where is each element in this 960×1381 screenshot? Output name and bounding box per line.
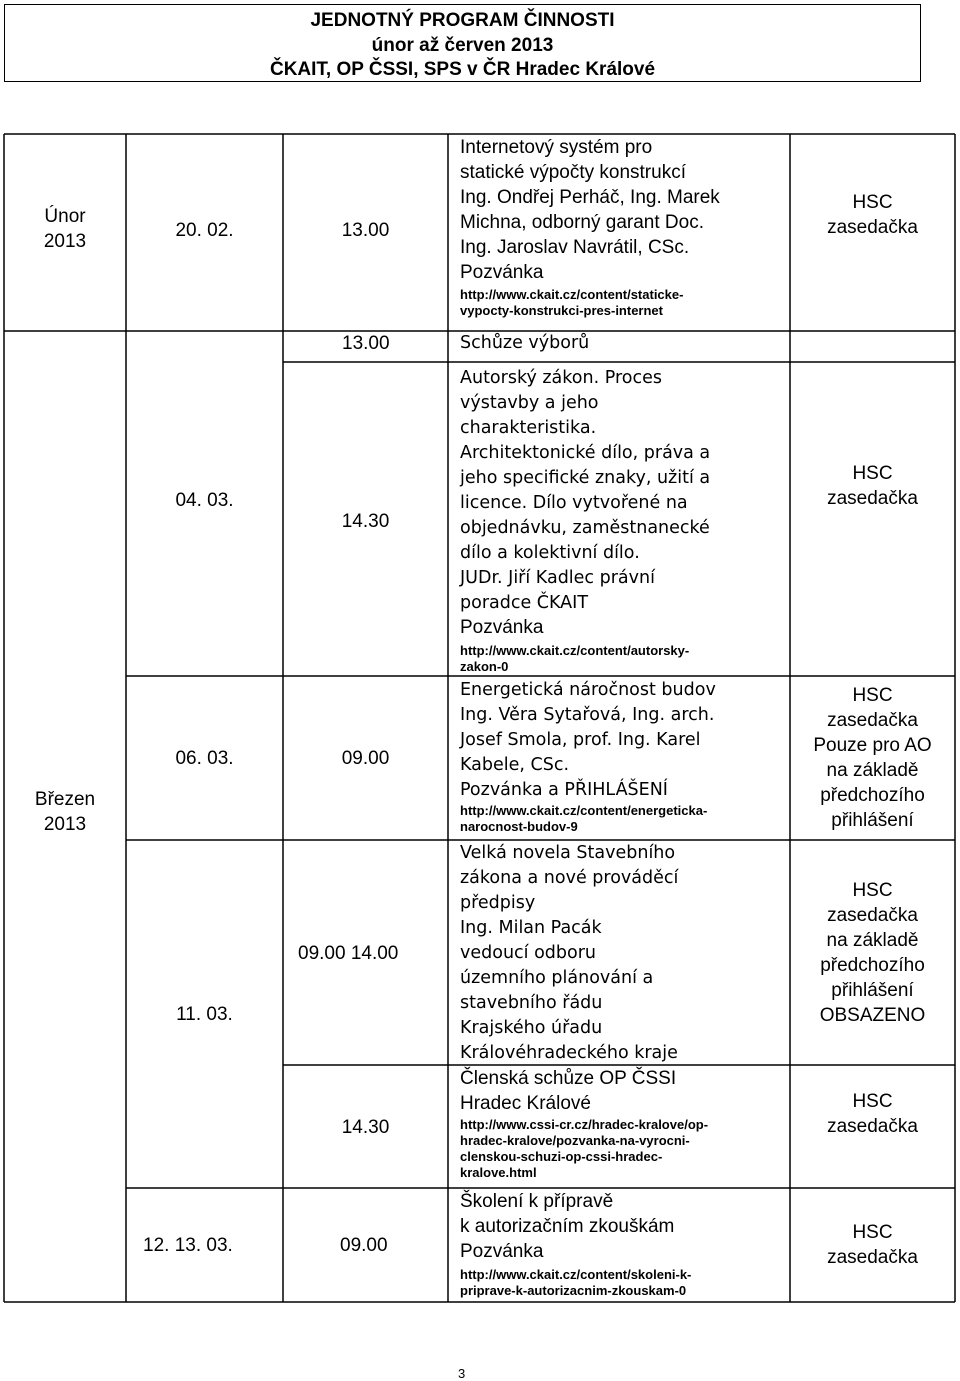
month-year: 2013 [43, 814, 87, 835]
venue-line: na základě [826, 930, 919, 951]
invitation-registration-link[interactable]: Pozvánka a PŘIHLÁŠENÍ [460, 780, 668, 800]
venue-line: předchozího [820, 955, 925, 976]
event-url[interactable]: hradec-kralove/pozvanka-na-vyrocni- [460, 1133, 690, 1148]
event-line: Autorský zákon. Proces [460, 368, 662, 388]
venue-cell [790, 878, 955, 1028]
event-url[interactable]: priprave-k-autorizacnim-zkouskam-0 [460, 1283, 687, 1298]
event-line: JUDr. Jiří Kadlec právní [460, 568, 655, 588]
event-line: licence. Dílo vytvořené na [460, 493, 688, 513]
event-url[interactable]: http://www.ckait.cz/content/staticke- [460, 287, 684, 302]
event-line: Krajského úřadu [460, 1018, 603, 1038]
event-url[interactable]: clenskou-schuzi-op-cssi-hradec- [460, 1149, 663, 1164]
time-cell: 09.00 14.00 [298, 943, 399, 964]
venue-line: Pouze pro AO [813, 735, 932, 756]
event-url[interactable]: http://www.ckait.cz/content/energeticka- [460, 803, 708, 818]
event-cssi-member-meeting [460, 1066, 708, 1181]
event-line: jeho specifické znaky, užití a [460, 468, 711, 488]
venue-line: přihlášení [831, 810, 914, 831]
event-line: Kabele, CSc. [460, 755, 570, 775]
venue-line: HSC [852, 880, 893, 901]
venue-line: HSC [852, 192, 893, 213]
event-line: Internetový systém pro [460, 137, 653, 158]
event-url-block [460, 803, 707, 835]
venue-line: zasedačka [827, 710, 918, 731]
date-cell: 12. 13. 03. [143, 1235, 233, 1256]
venue-cell [790, 683, 955, 833]
event-line: poradce ČKAIT [460, 593, 589, 613]
event-url-block [460, 643, 689, 675]
month-year: 2013 [43, 231, 87, 252]
event-line: k autorizačním zkouškám [460, 1216, 675, 1237]
event-line: Architektonické dílo, práva a [460, 443, 711, 463]
event-line: Ing. Věra Sytařová, Ing. arch. [460, 705, 715, 725]
event-line: Velká novela Stavebního [460, 843, 676, 863]
venue-line: zasedačka [827, 488, 918, 509]
event-internet-system [460, 135, 720, 319]
venue-line: přihlášení [831, 980, 914, 1001]
event-url[interactable]: http://www.ckait.cz/content/autorsky- [460, 643, 690, 658]
header-title: JEDNOTNÝ PROGRAM ČINNOSTI [310, 10, 615, 31]
venue-line: HSC [852, 1091, 893, 1112]
header-organizations: ČKAIT, OP ČSSI, SPS v ČR Hradec Králové [269, 59, 656, 80]
month-name: Březen [34, 789, 96, 810]
event-line: zákona a nové prováděcí [460, 868, 679, 888]
venue-line: zasedačka [827, 1116, 918, 1137]
event-copyright-law [460, 366, 710, 616]
date-cell: 11. 03. [176, 1004, 233, 1025]
event-url[interactable]: narocnost-budov-9 [460, 819, 578, 834]
venue-line: HSC [852, 463, 893, 484]
invitation-link[interactable]: Pozvánka [460, 262, 544, 283]
venue-cell [790, 461, 955, 511]
event-url[interactable]: http://www.cssi-cr.cz/hradec-kralove/op- [460, 1117, 709, 1132]
event-line: Školení k přípravě [460, 1191, 614, 1212]
invitation-link[interactable]: Pozvánka [460, 617, 544, 638]
event-committee-meeting: Schůze výborů [460, 333, 590, 353]
date-cell: 06. 03. [175, 748, 234, 769]
event-line: Ing. Jaroslav Navrátil, CSc. [460, 237, 690, 258]
event-line: Michna, odborný garant Doc. [460, 212, 704, 233]
venue-line: zasedačka [827, 905, 918, 926]
time-cell: 13.00 [342, 333, 390, 354]
event-line: Hradec Králové [460, 1093, 591, 1114]
event-energy-performance [460, 678, 716, 803]
event-line: objednávku, zaměstnanecké [460, 518, 710, 538]
header-period: únor až červen 2013 [371, 34, 554, 56]
date-cell: 04. 03. [175, 490, 234, 511]
event-url[interactable]: kralove.html [460, 1165, 537, 1180]
venue-line: HSC [852, 1222, 893, 1243]
event-line: Královéhradeckého kraje [460, 1043, 678, 1063]
venue-cell [790, 1220, 955, 1270]
venue-status-full: OBSAZENO [819, 1005, 926, 1026]
event-line: dílo a kolektivní dílo. [460, 543, 640, 563]
event-line: charakteristika. [460, 418, 597, 438]
venue-cell [790, 190, 955, 240]
time-cell: 14.30 [341, 511, 390, 532]
event-line: statické výpočty konstrukcí [460, 162, 686, 183]
venue-line: zasedačka [827, 217, 918, 238]
venue-cell [790, 1089, 955, 1139]
venue-line: na základě [826, 760, 919, 781]
month-february [4, 204, 126, 254]
event-line: Ing. Milan Pacák [460, 918, 602, 938]
time-cell: 09.00 [340, 1235, 388, 1256]
event-building-act [460, 841, 678, 1066]
venue-line: předchozího [820, 785, 925, 806]
event-line: Členská schůze OP ČSSI [460, 1068, 677, 1089]
invitation-link[interactable]: Pozvánka [460, 1241, 544, 1262]
venue-line: zasedačka [827, 1247, 918, 1268]
event-line: územního plánování a [460, 968, 654, 988]
event-line: Energetická náročnost budov [460, 680, 716, 700]
event-line: Ing. Ondřej Perháč, Ing. Marek [460, 187, 720, 208]
event-line: vedoucí odboru [460, 943, 596, 963]
page-number: 3 [458, 1366, 466, 1381]
time-cell: 14.30 [341, 1117, 390, 1138]
event-line: Josef Smola, prof. Ing. Karel [460, 730, 701, 750]
event-line: výstavby a jeho [460, 393, 599, 413]
time-cell: 09.00 [341, 748, 390, 769]
date-cell: 20. 02. [175, 220, 234, 241]
event-line: předpisy [460, 893, 536, 913]
month-name: Únor [44, 206, 86, 227]
event-url[interactable]: zakon-0 [460, 659, 509, 674]
month-march [4, 787, 126, 837]
event-url[interactable]: vypocty-konstrukci-pres-internet [460, 303, 663, 318]
event-authorization-training [460, 1189, 691, 1299]
event-url[interactable]: http://www.ckait.cz/content/skoleni-k- [460, 1267, 692, 1282]
venue-line: HSC [852, 685, 893, 706]
event-line: stavebního řádu [460, 993, 603, 1013]
time-cell: 13.00 [341, 220, 390, 241]
